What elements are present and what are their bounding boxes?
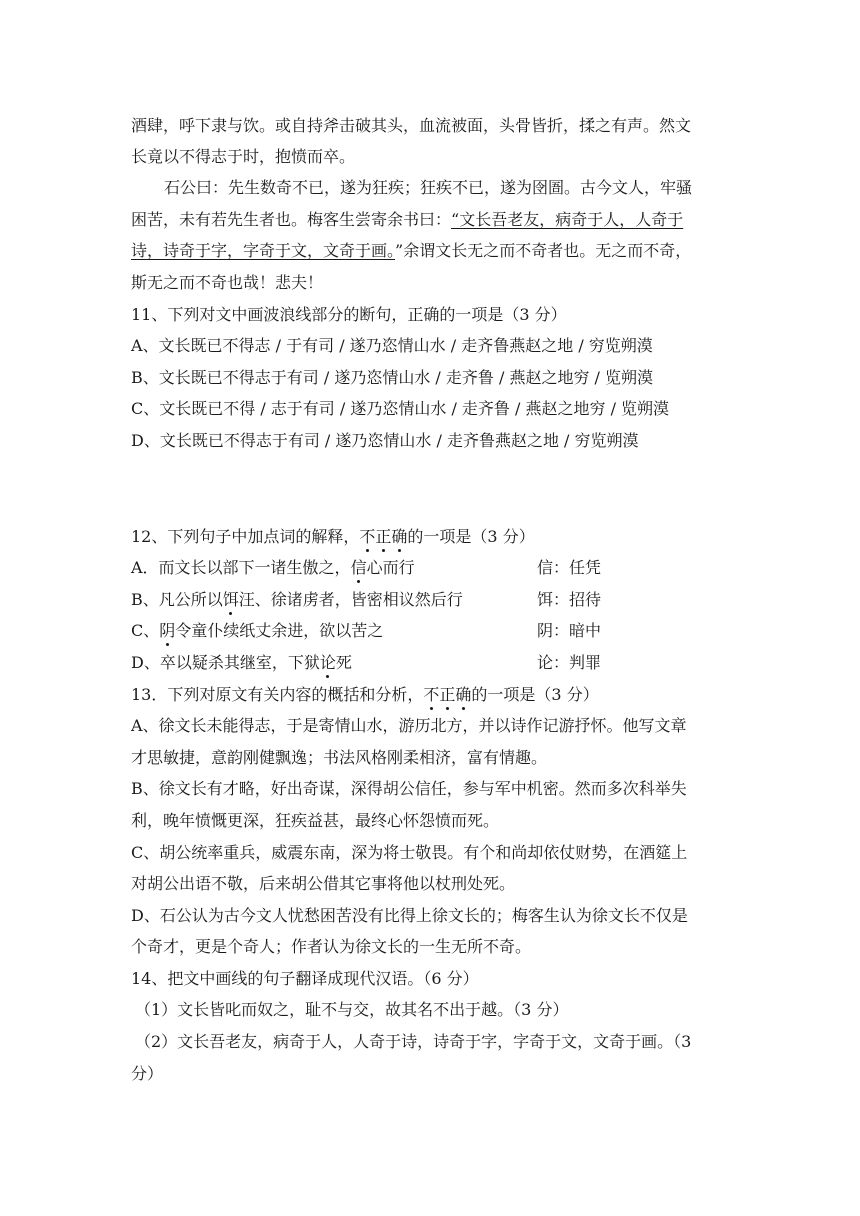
passage-line [131,241,731,261]
q13-option-d-cont: 个奇才，更是个奇人；作者认为徐文长的一生无所不奇。 [131,937,532,956]
question-12-stem [131,527,731,547]
q14-sentence-2: （2）文长吾老友，病奇于人，人奇于诗，诗奇于字，字奇于文，文奇于画。（3 [135,1032,692,1051]
option-text: C、 [131,621,160,640]
dotted-char: 确 [391,527,408,546]
option-text: 令童仆续纸丈余进，欲以苦之 [175,621,384,640]
option-text: 心而行 [366,558,415,577]
dotted-char: 不 [423,685,440,704]
option-text: 死 [335,653,352,672]
q12-option-a [131,558,731,578]
q12-option-b [131,590,731,610]
passage-line: 酒肆，呼下隶与饮。或自持斧击破其头，血流被面，头骨皆折，揉之有声。然文 [131,116,692,135]
q12-option-c [131,621,731,641]
dotted-char: 阴 [159,621,176,640]
underlined-sentence: “文长吾老友，病奇于人，人奇于 [451,210,684,229]
passage-text: 困苦，未有若先生者也。梅客生尝寄余书曰： [131,210,452,229]
stem-text: 13．下列对原文有关内容的概括和分析， [131,685,424,704]
q12-gloss-a: 信：任凭 [537,558,602,577]
option-text: 汪、徐诸虏者，皆密相议然后行 [238,590,463,609]
underlined-sentence: 诗，诗奇于字，字奇于文，文奇于画。 [131,241,396,260]
question-13-stem [131,685,731,705]
passage-line: 长竟以不得志于时，抱愤而卒。 [131,147,356,166]
question-14-stem: 14、把文中画线的句子翻译成现代汉语。（6 分） [131,969,479,988]
option-text: A．而文长以部下一诸生傲之， [131,558,351,577]
q12-gloss-d: 论：判罪 [537,653,602,672]
passage-line: 斯无之而不奇也哉！悲夫！ [131,273,324,292]
dotted-char: 不 [359,527,376,546]
stem-text: 的一项是（3 分） [471,685,599,704]
q14-sentence-2-cont: 分） [131,1064,164,1083]
q11-option-a: A、文长既已不得志 / 于有司 / 遂乃恣情山水 / 走齐鲁燕赵之地 / 穷览朔漠 [131,336,653,355]
passage-line [131,210,731,230]
q11-option-d: D、文长既已不得志于有司 / 遂乃恣情山水 / 走齐鲁燕赵之地 / 穷览朔漠 [131,431,639,450]
q13-option-d: D、石公认为古今文人忧愁困苦没有比得上徐文长的；梅客生认为徐文长不仅是 [131,906,688,925]
q13-option-c: C、胡公统率重兵，威震东南，深为将士敬畏。有个和尚却依仗财势，在酒筵上 [131,843,688,862]
option-text: D、卒以疑杀其继室，下狱 [131,653,320,672]
q13-option-a: A、徐文长未能得志，于是寄情山水，游历北方，并以诗作记游抒怀。他写文章 [131,716,687,735]
q11-option-c: C、文长既已不得 / 志于有司 / 遂乃恣情山水 / 走齐鲁 / 燕赵之地穷 / 览朔漠 [131,399,670,418]
q13-option-b-cont: 利，晚年愤慨更深，狂疾益甚，最终心怀怨愤而死。 [131,811,500,830]
q14-sentence-1: （1）文长皆叱而奴之，耻不与交，故其名不出于越。（3 分） [135,1000,569,1019]
q12-option-d [131,653,731,673]
dotted-char: 正 [375,527,392,546]
stem-text: 的一项是（3 分） [407,527,535,546]
dotted-char: 论 [319,653,336,672]
q13-option-b: B、徐文长有才略，好出奇谋，深得胡公信任，参与军中机密。然而多次科举失 [131,779,687,798]
question-11-stem: 11、下列对文中画波浪线部分的断句，正确的一项是（3 分） [131,305,567,324]
q12-gloss-b: 饵：招待 [537,590,602,609]
q11-option-b: B、文长既已不得志于有司 / 遂乃恣情山水 / 走齐鲁 / 燕赵之地穷 / 览朔漠 [131,368,654,387]
q12-gloss-c: 阴：暗中 [537,621,602,640]
q13-option-a-cont: 才思敏捷，意韵刚健飘逸；书法风格刚柔相济，富有情趣。 [131,748,548,767]
passage-line: 石公曰：先生数奇不已，遂为狂疾；狂疾不已，遂为囹圄。古今文人，牢骚 [164,178,693,197]
stem-text: 12、下列句子中加点词的解释， [131,527,360,546]
q13-option-c-cont: 对胡公出语不敬，后来胡公借其它事将他以杖刑处死。 [131,874,516,893]
passage-text: ”余谓文长无之而不奇者也。无之而不奇， [395,241,692,260]
option-text: B、凡公所以 [131,590,223,609]
dotted-char: 正 [439,685,456,704]
dotted-char: 饵 [222,590,239,609]
dotted-char: 确 [455,685,472,704]
dotted-char: 信 [350,558,367,577]
